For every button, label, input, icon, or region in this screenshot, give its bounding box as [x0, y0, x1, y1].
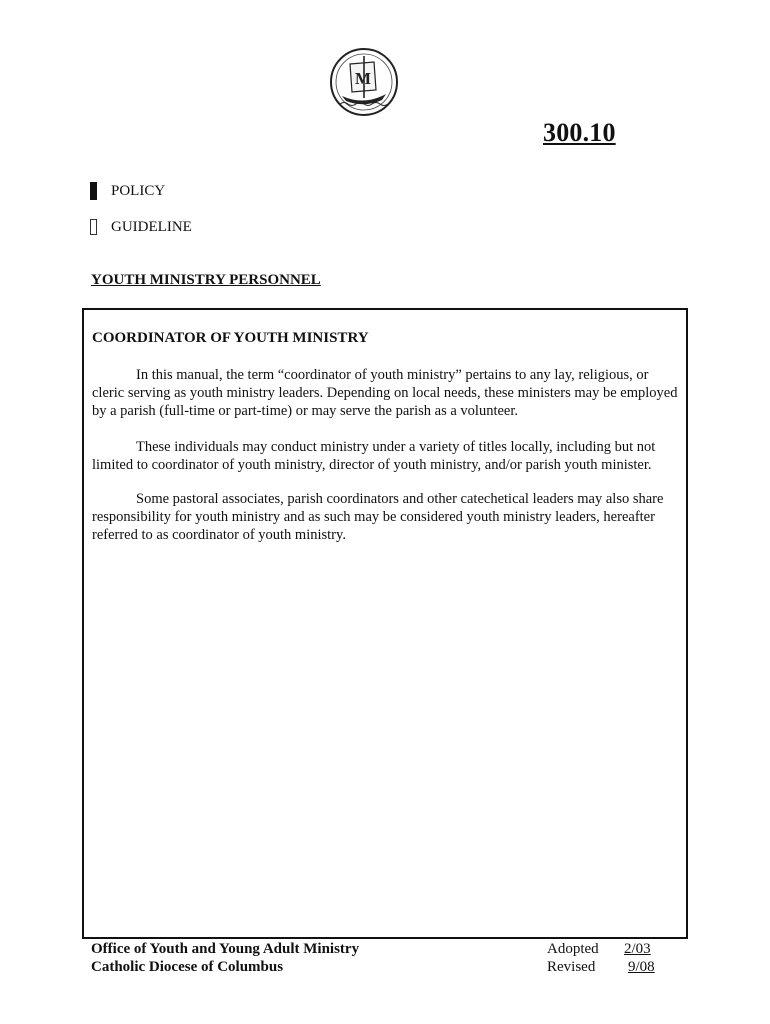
paragraph-3: Some pastoral associates, parish coordinators and other catechetical leaders may also share responsibility for youth ministry and as such may be considered youth ministry leaders, hereafter referred to as coordinator of youth ministry. — [92, 491, 664, 543]
diocese-seal-logo — [328, 46, 400, 118]
policy-option — [90, 180, 165, 202]
revised-date: 9/08 — [628, 959, 655, 975]
policy-checkbox-checked — [90, 182, 97, 200]
document-number: 300.10 — [543, 118, 616, 147]
footer-diocese-name: Catholic Diocese of Columbus — [91, 959, 284, 975]
content-heading: COORDINATOR OF YOUTH MINISTRY — [92, 330, 369, 346]
adopted-row — [547, 940, 655, 958]
paragraph-2: These individuals may conduct ministry under a variety of titles locally, including but not limited to coordinator of youth ministry, director of youth ministry, and/or parish youth minister. — [92, 439, 656, 473]
footer-dates-block — [547, 940, 655, 976]
paragraph-1: In this manual, the term “coordinator of youth ministry” pertains to any lay, religious, or cleric serving as youth ministry leaders. Depending on local needs, these ministers may be employed by a parish (full-time or part-time) or may serve the parish as a volunteer. — [92, 367, 678, 419]
revised-label: Revised — [547, 959, 596, 975]
guideline-label: GUIDELINE — [111, 218, 192, 235]
policy-label: POLICY — [111, 182, 166, 199]
seal-monogram: M — [354, 69, 372, 88]
guideline-option — [90, 216, 192, 238]
adopted-label: Adopted — [547, 941, 599, 957]
footer-office-block — [91, 940, 359, 976]
section-title: YOUTH MINISTRY PERSONNEL — [91, 272, 321, 288]
revised-row — [547, 958, 655, 976]
adopted-date: 2/03 — [624, 941, 651, 957]
content-box — [82, 308, 688, 939]
guideline-checkbox-unchecked — [90, 219, 97, 235]
footer-office-name: Office of Youth and Young Adult Ministry — [91, 941, 360, 957]
